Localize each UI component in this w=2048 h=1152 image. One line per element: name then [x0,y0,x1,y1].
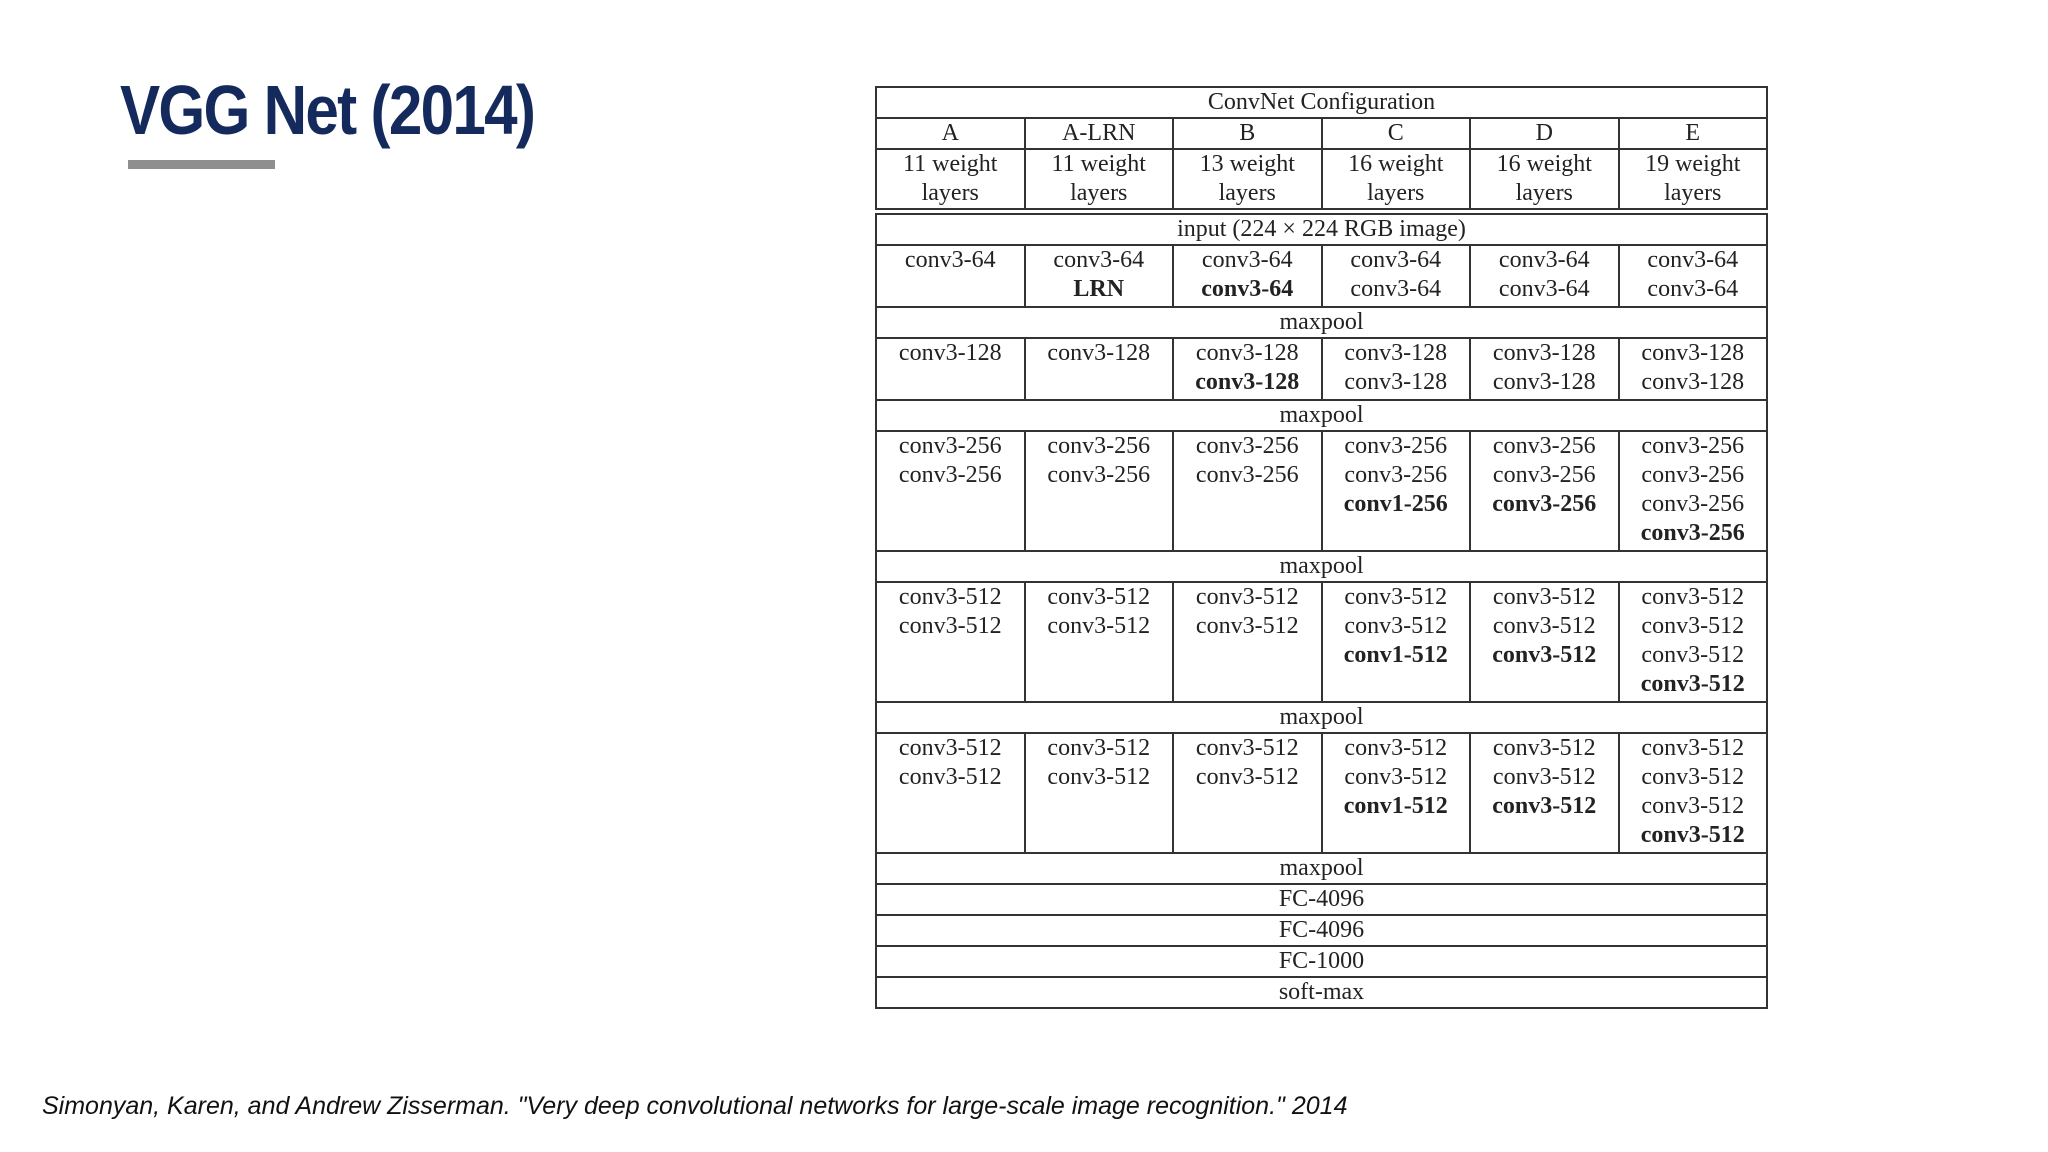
weight-unit: layers [1515,180,1573,206]
layer-label: conv3-128 [1492,340,1596,366]
layer-label: conv3-256 [1047,462,1151,488]
layer-label: conv3-128 [1344,369,1448,395]
added-layer-label: conv3-128 [1195,369,1300,395]
added-layer-label: conv3-64 [1201,276,1294,302]
table-caption-row [876,87,1767,118]
conv-block-row [876,338,1767,400]
conv-block-row [876,733,1767,853]
config-name: D [1470,118,1619,149]
layer-label: conv3-128 [1344,340,1448,366]
weight-count: 13 weight [1199,151,1295,177]
weight-unit: layers [1070,180,1128,206]
conv-block-cell [1470,338,1619,400]
layer-label: conv3-512 [1195,613,1299,639]
fc-layer-row [876,884,1767,915]
layer-label: conv3-128 [1492,369,1596,395]
layer-label: conv3-256 [1492,462,1596,488]
layer-label: conv3-512 [1641,613,1745,639]
config-name: C [1322,118,1471,149]
layer-label: conv3-512 [1492,764,1596,790]
layer-label: conv3-256 [898,433,1002,459]
weight-layers-cell [1025,149,1174,209]
conv-block-cell [1470,582,1619,702]
softmax-layer-row [876,977,1767,1008]
weight-count: 16 weight [1496,151,1592,177]
conv-block-cell [1322,431,1471,551]
layer-label: conv3-256 [1641,462,1745,488]
table-body [876,87,1767,1008]
conv-block-cell [1619,338,1768,400]
layer-label: conv3-512 [898,764,1002,790]
layer-label: conv3-256 [1195,462,1299,488]
conv-block-cell [1470,245,1619,307]
layer-label: conv3-64 [1647,247,1739,273]
input-layer-row [876,214,1767,245]
weight-count: 19 weight [1645,151,1741,177]
weight-unit: layers [1218,180,1276,206]
weight-layers-row [876,149,1767,209]
layer-label: conv3-512 [1641,764,1745,790]
conv-block-cell [876,338,1025,400]
conv-block-cell [1025,338,1174,400]
config-name: B [1173,118,1322,149]
fc-layer-row [876,915,1767,946]
added-layer-label: conv1-512 [1343,793,1448,819]
added-layer-label: conv1-256 [1343,491,1448,517]
layer-label: conv3-512 [1641,642,1745,668]
layer-label: conv3-512 [1641,793,1745,819]
layer-label: conv3-128 [1641,369,1745,395]
conv-block-cell [1470,733,1619,853]
table-caption: ConvNet Configuration [876,87,1767,118]
conv-block-cell [1025,582,1174,702]
layer-label: conv3-512 [1641,735,1745,761]
layer-label: conv3-256 [1641,491,1745,517]
conv-block-cell [1025,431,1174,551]
layer-label: conv3-256 [1344,462,1448,488]
config-name: A-LRN [1025,118,1174,149]
config-table [875,86,1768,1009]
layer-label: conv3-64 [1350,247,1442,273]
weight-unit: layers [921,180,979,206]
weight-unit: layers [1664,180,1722,206]
conv-block-cell [1173,431,1322,551]
config-name: E [1619,118,1768,149]
layer-label: conv3-512 [1047,613,1151,639]
layer-label: conv3-512 [1344,584,1448,610]
layer-label: conv3-512 [1047,735,1151,761]
added-layer-label: conv3-512 [1640,671,1745,697]
conv-block-cell [1470,431,1619,551]
layer-label: conv3-64 [1647,276,1739,302]
layer-label: conv3-128 [898,340,1002,366]
fc-layer-row [876,946,1767,977]
weight-count: 11 weight [903,151,998,177]
layer-label: conv3-512 [1492,613,1596,639]
weight-count: 16 weight [1348,151,1444,177]
config-header-row [876,118,1767,149]
layer-label: conv3-512 [1047,764,1151,790]
layer-label: conv3-512 [1344,613,1448,639]
maxpool-layer: maxpool [876,853,1767,884]
layer-label: conv3-64 [1498,247,1590,273]
layer-label: conv3-64 [1053,247,1145,273]
layer-label: conv3-256 [898,462,1002,488]
conv-block-cell [1619,582,1768,702]
conv-block-row [876,431,1767,551]
layer-label: conv3-256 [1195,433,1299,459]
maxpool-layer: maxpool [876,702,1767,733]
layer-label: conv3-64 [1201,247,1293,273]
conv-block-cell [1322,338,1471,400]
conv-block-cell [1322,245,1471,307]
slide-title: VGG Net (2014) [120,71,535,149]
config-name: A [876,118,1025,149]
conv-block-cell [1322,582,1471,702]
layer-label: conv3-512 [1344,764,1448,790]
weight-layers-cell [1470,149,1619,209]
layer-label: conv3-512 [1492,584,1596,610]
conv-block-cell [876,733,1025,853]
layer-label: conv3-128 [1641,340,1745,366]
layer-label: conv3-512 [1492,735,1596,761]
conv-block-cell [876,431,1025,551]
maxpool-layer-row [876,551,1767,582]
layer-label: conv3-256 [1492,433,1596,459]
layer-label: conv3-512 [1195,764,1299,790]
maxpool-layer: maxpool [876,551,1767,582]
title-underline [128,160,275,169]
layer-label: conv3-256 [1344,433,1448,459]
maxpool-layer-row [876,307,1767,338]
layer-label: conv3-512 [1344,735,1448,761]
added-layer-label: conv1-512 [1343,642,1448,668]
layer-label: conv3-512 [1195,584,1299,610]
conv-block-cell [1173,338,1322,400]
conv-block-cell [1025,245,1174,307]
conv-block-cell [1619,431,1768,551]
convnet-configuration-table [875,86,1768,1009]
layer-label: conv3-512 [898,584,1002,610]
fc-layer: FC-1000 [876,946,1767,977]
maxpool-layer-row [876,853,1767,884]
layer-label: conv3-128 [1047,340,1151,366]
weight-count: 11 weight [1051,151,1146,177]
softmax-layer: soft-max [876,977,1767,1008]
fc-layer: FC-4096 [876,915,1767,946]
added-layer-label: conv3-512 [1492,793,1597,819]
weight-layers-cell [876,149,1025,209]
conv-block-cell [1173,733,1322,853]
input-layer: input (224 × 224 RGB image) [876,214,1767,245]
weight-unit: layers [1367,180,1425,206]
added-layer-label: conv3-512 [1640,822,1745,848]
conv-block-row [876,245,1767,307]
maxpool-layer: maxpool [876,400,1767,431]
conv-block-cell [1322,733,1471,853]
added-layer-label: conv3-256 [1492,491,1597,517]
layer-label: conv3-512 [1195,735,1299,761]
layer-label: conv3-256 [1641,433,1745,459]
conv-block-cell [1173,582,1322,702]
added-layer-label: LRN [1073,276,1125,302]
conv-block-cell [1173,245,1322,307]
conv-block-cell [876,582,1025,702]
added-layer-label: conv3-256 [1640,520,1745,546]
conv-block-cell [1619,733,1768,853]
maxpool-layer-row [876,702,1767,733]
weight-layers-cell [1173,149,1322,209]
conv-block-row [876,582,1767,702]
conv-block-cell [1619,245,1768,307]
layer-label: conv3-512 [1047,584,1151,610]
conv-block-cell [876,245,1025,307]
maxpool-layer: maxpool [876,307,1767,338]
added-layer-label: conv3-512 [1492,642,1597,668]
layer-label: conv3-256 [1047,433,1151,459]
layer-label: conv3-128 [1195,340,1299,366]
citation: Simonyan, Karen, and Andrew Zisserman. "Very deep convolutional networks for large-scale image recognition." 2014 [42,1092,1348,1120]
weight-layers-cell [1322,149,1471,209]
conv-block-cell [1025,733,1174,853]
maxpool-layer-row [876,400,1767,431]
layer-label: conv3-64 [904,247,996,273]
layer-label: conv3-512 [898,735,1002,761]
layer-label: conv3-512 [898,613,1002,639]
layer-label: conv3-512 [1641,584,1745,610]
weight-layers-cell [1619,149,1768,209]
layer-label: conv3-64 [1498,276,1590,302]
fc-layer: FC-4096 [876,884,1767,915]
layer-label: conv3-64 [1350,276,1442,302]
